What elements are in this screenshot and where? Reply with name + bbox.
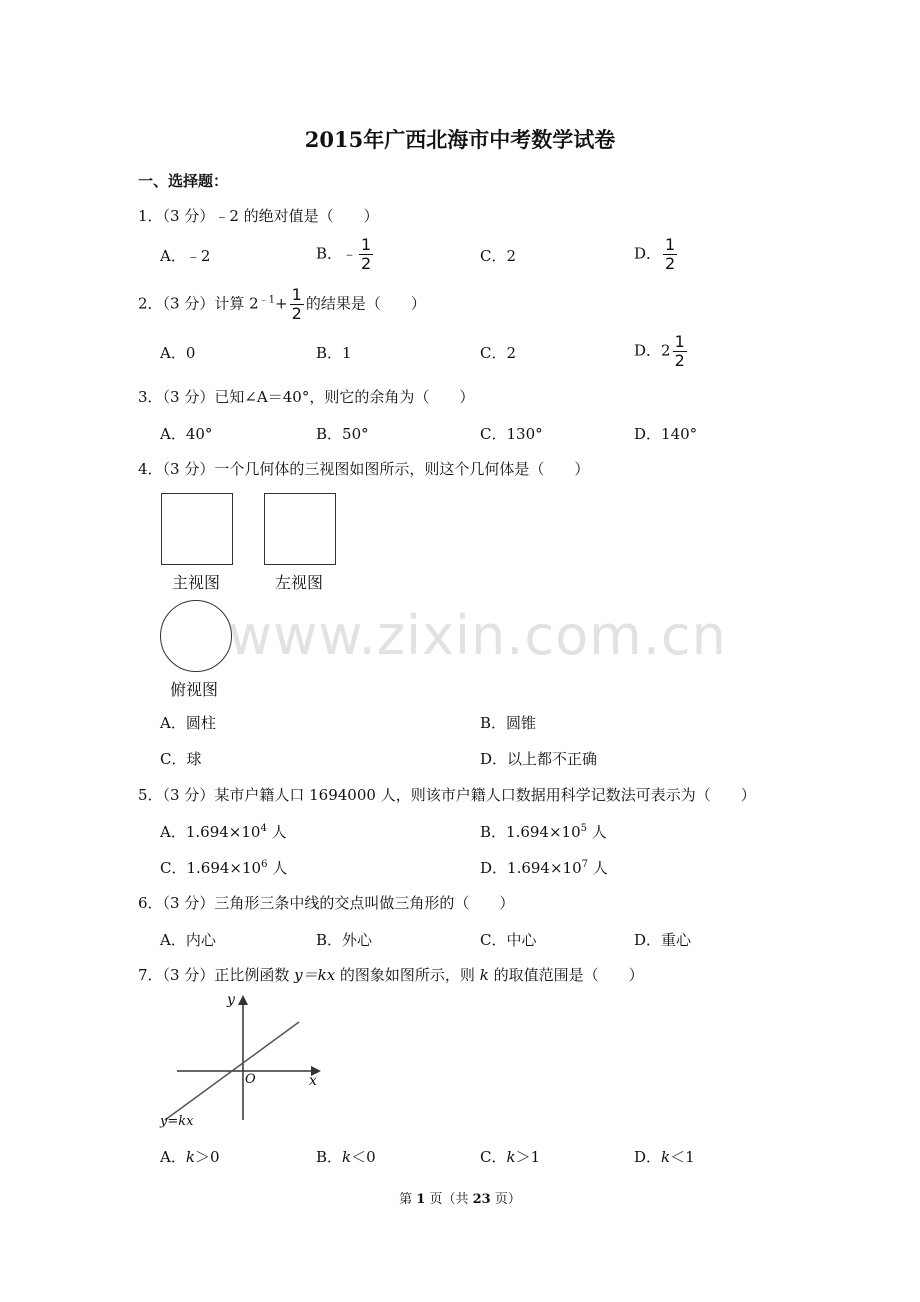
left-view-label: 左视图 [275, 573, 324, 592]
q5-option-a: A．$1.694\times 10^4$ 人 [160, 823, 287, 841]
section-heading: 一、选择题： [138, 172, 229, 190]
question-2-stem: 2．（3 分）计算 $2^{﹣1}+$ $\frac{1}{2}$ 的结果是（ ） [138, 285, 426, 323]
question-4-stem: 4．（3 分）一个几何体的三视图如图所示，则这个几何体是（ ） [138, 460, 590, 478]
fraction: $\frac{1}{2}$ [674, 332, 685, 370]
q6-option-a: A．内心 [160, 931, 216, 949]
left-view-square [264, 493, 336, 565]
q5-option-c: C．$1.694\times 10^6$ 人 [160, 859, 288, 877]
q3-option-b: B．50° [316, 425, 369, 443]
x-axis-label: x [309, 1073, 317, 1089]
fraction: $\frac{1}{2}$ [361, 235, 372, 273]
front-view-label: 主视图 [172, 573, 221, 592]
q2-option-d: D．2 $\frac{1}{2}$ [634, 332, 685, 370]
question-3-stem: 3．（3 分）已知∠A＝40°，则它的余角为（ ） [138, 388, 475, 406]
question-6-stem: 6．（3 分）三角形三条中线的交点叫做三角形的（ ） [138, 894, 515, 912]
top-view-label: 俯视图 [170, 680, 219, 699]
y-axis-arrow [238, 995, 248, 1005]
q4-option-d: D．以上都不正确 [480, 750, 598, 768]
question-1-stem: 1．（3 分）﹣2 的绝对值是（ ） [138, 207, 379, 225]
q5-option-b: B．$1.694\times 10^5$ 人 [480, 823, 607, 841]
line-label: y=kx [160, 1114, 194, 1129]
question-5-stem: 5．（3 分）某市户籍人口 1694000 人，则该市户籍人口数据用科学记数法可表示为（ ） [138, 786, 756, 804]
proportional-function-graph [155, 990, 335, 1135]
q3-option-d: D．140° [634, 425, 698, 443]
q3-option-a: A．40° [160, 425, 213, 443]
q7-option-c: C．k＞1 [480, 1148, 541, 1166]
top-view-circle [160, 600, 232, 672]
q3-option-c: C．130° [480, 425, 543, 443]
q7-option-a: A．k＞0 [160, 1148, 220, 1166]
q4-option-a: A．圆柱 [160, 714, 216, 732]
q6-option-d: D．重心 [634, 931, 692, 949]
q4-option-b: B．圆锥 [480, 714, 537, 732]
q2-option-c: C．2 [480, 344, 517, 362]
page-title: 2015年广西北海市中考数学试卷 [304, 127, 616, 152]
q7-option-b: B．k＜0 [316, 1148, 376, 1166]
q2-option-a: A．0 [160, 344, 196, 362]
q6-option-b: B．外心 [316, 931, 373, 949]
q6-option-c: C．中心 [480, 931, 537, 949]
q5-option-d: D．$1.694\times 10^7$ 人 [480, 859, 608, 877]
q1-option-c: C．2 [480, 247, 517, 265]
q1-option-a: A．﹣2 [160, 247, 211, 265]
front-view-square [161, 493, 233, 565]
q1-option-d: D． $\frac{1}{2}$ [634, 235, 676, 273]
question-7-stem: 7．（3 分）正比例函数 y＝kx 的图象如图所示，则 k 的取值范围是（ ） [138, 966, 644, 984]
y-axis-label: y [227, 992, 235, 1008]
q1-option-b: B．﹣ $\frac{1}{2}$ [316, 235, 372, 273]
fraction: $\frac{1}{2}$ [665, 235, 676, 273]
q7-option-d: D．k＜1 [634, 1148, 695, 1166]
watermark: www.zixin.com.cn [228, 604, 727, 667]
q2-option-b: B．1 [316, 344, 352, 362]
page-footer: 第 1 页（共 23 页） [399, 1192, 521, 1207]
fraction: $\frac{1}{2}$ [291, 285, 302, 323]
q4-option-c: C．球 [160, 750, 202, 768]
origin-label: O [245, 1072, 256, 1087]
